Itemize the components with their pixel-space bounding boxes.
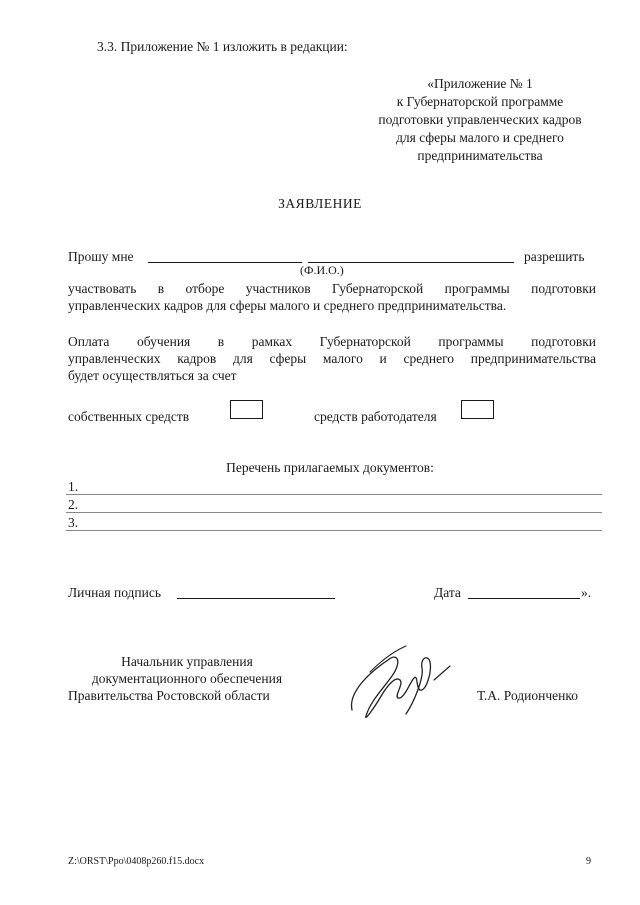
amendment-line: 3.3. Приложение № 1 изложить в редакции: bbox=[97, 39, 348, 54]
signature-blank[interactable] bbox=[177, 598, 335, 599]
document-item: 2. bbox=[68, 497, 79, 512]
signatory-name: Т.А. Родионченко bbox=[477, 688, 578, 703]
option-own-checkbox[interactable] bbox=[230, 400, 263, 419]
request-end: разрешить bbox=[524, 249, 585, 264]
option-employer-label: средств работодателя bbox=[314, 409, 437, 424]
payment-line-3: будет осуществляться за счет bbox=[68, 368, 237, 383]
date-label: Дата bbox=[434, 585, 461, 600]
footer-file-path: Z:\ORST\Ppo\0408p260.f15.docx bbox=[68, 856, 205, 867]
date-blank[interactable] bbox=[468, 598, 580, 599]
signature-label: Личная подпись bbox=[68, 585, 162, 600]
signatory-position-line: Правительства Ростовской области bbox=[68, 688, 270, 703]
documents-title: Перечень прилагаемых документов: bbox=[226, 460, 434, 475]
option-own-label: собственных средств bbox=[68, 409, 190, 424]
request-line-1: участвовать в отборе участников Губернаторской программы подготовки bbox=[68, 281, 596, 296]
document-item: 3. bbox=[68, 515, 79, 530]
document-line-3[interactable] bbox=[66, 530, 602, 531]
document-line-1[interactable] bbox=[66, 494, 602, 495]
appendix-header-line: подготовки управленческих кадров bbox=[378, 112, 582, 127]
appendix-header bbox=[340, 75, 620, 165]
appendix-header-line: для сферы малого и среднего bbox=[396, 130, 564, 145]
option-employer-checkbox[interactable] bbox=[461, 400, 494, 419]
signatory-position-line: Начальник управления bbox=[121, 654, 253, 669]
payment-line-1: Оплата обучения в рамках Губернаторской программы подготовки bbox=[68, 334, 596, 349]
date-end: ». bbox=[581, 585, 592, 600]
handwritten-signature bbox=[340, 632, 460, 722]
page-number: 9 bbox=[586, 856, 591, 867]
request-lead: Прошу мне bbox=[68, 249, 134, 264]
appendix-header-line: к Губернаторской программе bbox=[396, 94, 564, 109]
statement-title: ЗАЯВЛЕНИЕ bbox=[278, 196, 362, 211]
fio-caption: (Ф.И.О.) bbox=[300, 263, 344, 277]
payment-line-2: управленческих кадров для сферы малого и среднего предпринимательства bbox=[68, 351, 596, 366]
signatory-position bbox=[62, 653, 312, 687]
fio-blank-1[interactable] bbox=[148, 262, 302, 263]
request-line-2: управленческих кадров для сферы малого и среднего предпринимательства. bbox=[68, 298, 507, 313]
appendix-header-line: «Приложение № 1 bbox=[427, 76, 533, 91]
appendix-header-line: предпринимательства bbox=[417, 148, 543, 163]
signatory-position-line: документационного обеспечения bbox=[91, 671, 283, 686]
document-line-2[interactable] bbox=[66, 512, 602, 513]
document-item: 1. bbox=[68, 479, 79, 494]
